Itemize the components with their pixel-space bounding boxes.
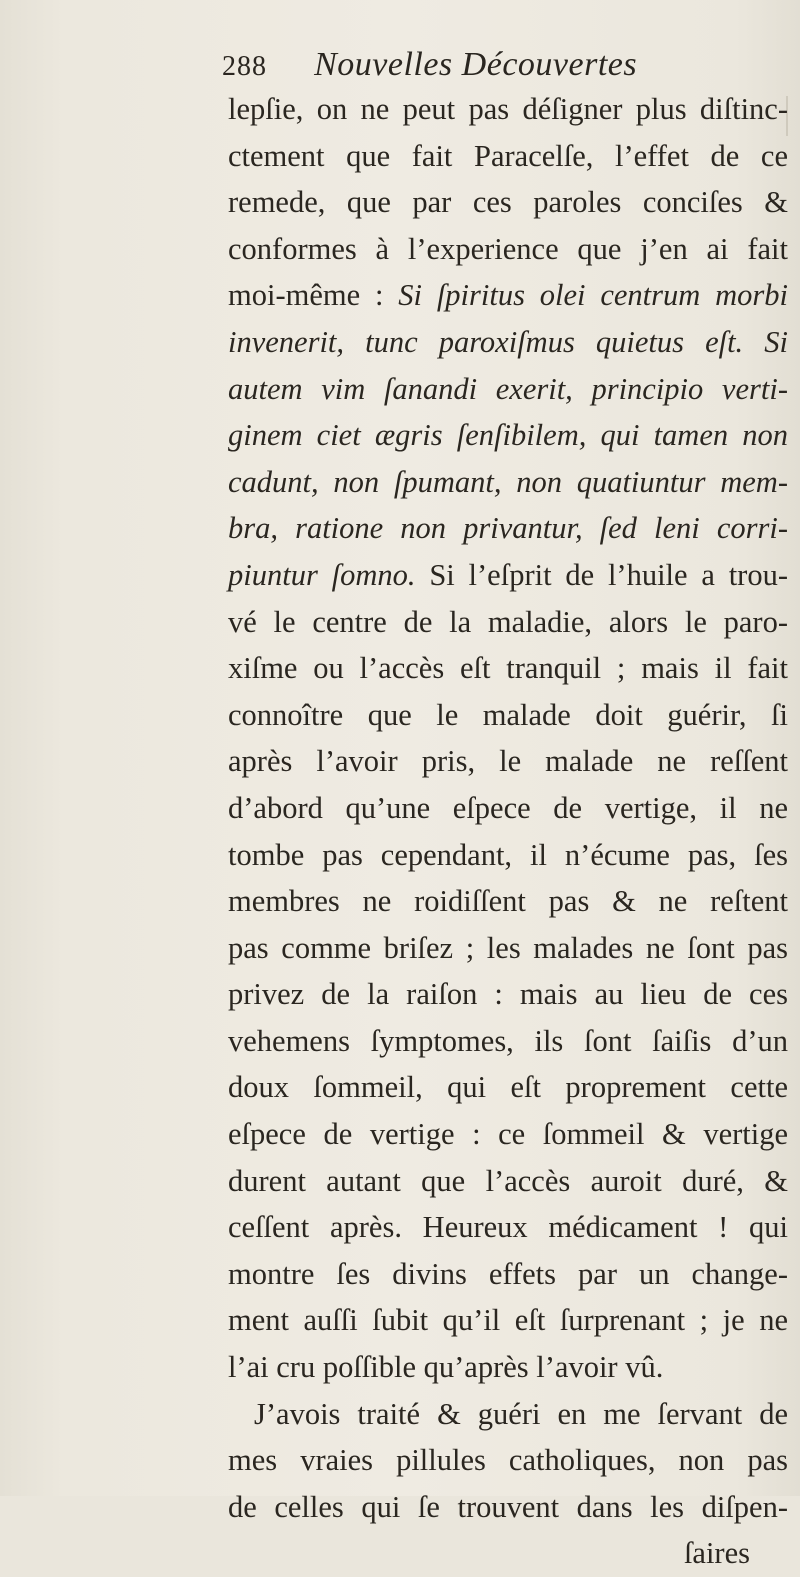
text-line: ſaires: [683, 1536, 750, 1571]
text-line: vé le centre de la maladie, alors le paro-: [228, 604, 788, 639]
latin-quote-span: Si ſpiritus olei centrum morbi: [398, 278, 788, 313]
text-line: connoître que le malade doit guérir, ſi: [228, 697, 788, 732]
french-text-span: moi-même :: [228, 278, 399, 313]
text-line: autem vim ſanandi exerit, principio verti-: [228, 371, 788, 406]
text-line: privez de la raiſon : mais au lieu de ces: [228, 977, 788, 1012]
text-line: doux ſommeil, qui eſt proprement cette: [228, 1070, 788, 1105]
text-line: [228, 552, 788, 599]
french-text-span: Si l’eſprit de l’huile a trou-: [429, 557, 788, 592]
text-line: conformes à l’experience que j’en ai fait: [228, 231, 788, 266]
text-line: vehemens ſymptomes, ils ſont ſaiſis d’un: [228, 1023, 788, 1058]
running-title: Nouvelles Découvertes: [314, 46, 638, 83]
text-line: mes vraies pillules catholiques, non pas: [228, 1443, 788, 1478]
text-line: bra, ratione non privantur, ſed leni corri-: [228, 511, 788, 546]
text-line: lepſie, on ne peut pas déſigner plus diſtinc-: [228, 92, 788, 126]
text-line: J’avois traité & guéri en me ſervant de: [254, 1396, 788, 1431]
text-line: cadunt, non ſpumant, non quatiuntur mem-: [228, 464, 788, 499]
text-line: eſpece de vertige : ce ſommeil & vertige: [228, 1117, 788, 1152]
text-line: xiſme ou l’accès eſt tranquil ; mais il fait: [228, 651, 788, 686]
text-line: ginem ciet ægris ſenſibilem, qui tamen non: [228, 418, 788, 453]
latin-quote-span: piuntur ſomno.: [228, 557, 430, 592]
text-line: invenerit, tunc paroxiſmus quietus eſt. Si: [228, 324, 788, 359]
body-text: [228, 86, 788, 1577]
text-line: de celles qui ſe trouvent dans les diſpen-: [228, 1489, 788, 1524]
text-line: [228, 272, 788, 319]
page-number: 288: [222, 51, 267, 82]
text-line: ment auſſi ſubit qu’il eſt ſurprenant ; je ne: [228, 1303, 788, 1338]
text-line: tombe pas cependant, il n’écume pas, ſes: [228, 837, 788, 872]
text-line: ceſſent après. Heureux médicament ! qui: [228, 1210, 788, 1245]
text-line: d’abord qu’une eſpece de vertige, il ne: [228, 790, 788, 825]
text-line: l’ai cru poſſible qu’après l’avoir vû.: [228, 1350, 664, 1385]
text-line: après l’avoir pris, le malade ne reſſent: [228, 744, 788, 779]
text-line: membres ne roidiſſent pas & ne reſtent: [228, 884, 788, 919]
text-line: remede, que par ces paroles conciſes &: [228, 185, 788, 220]
text-line: montre ſes divins effets par un change-: [228, 1256, 788, 1291]
text-line: ctement que fait Paracelſe, l’effet de ce: [228, 138, 788, 173]
text-line: pas comme briſez ; les malades ne ſont pas: [228, 930, 788, 965]
text-line: durent autant que l’accès auroit duré, &: [228, 1163, 788, 1198]
